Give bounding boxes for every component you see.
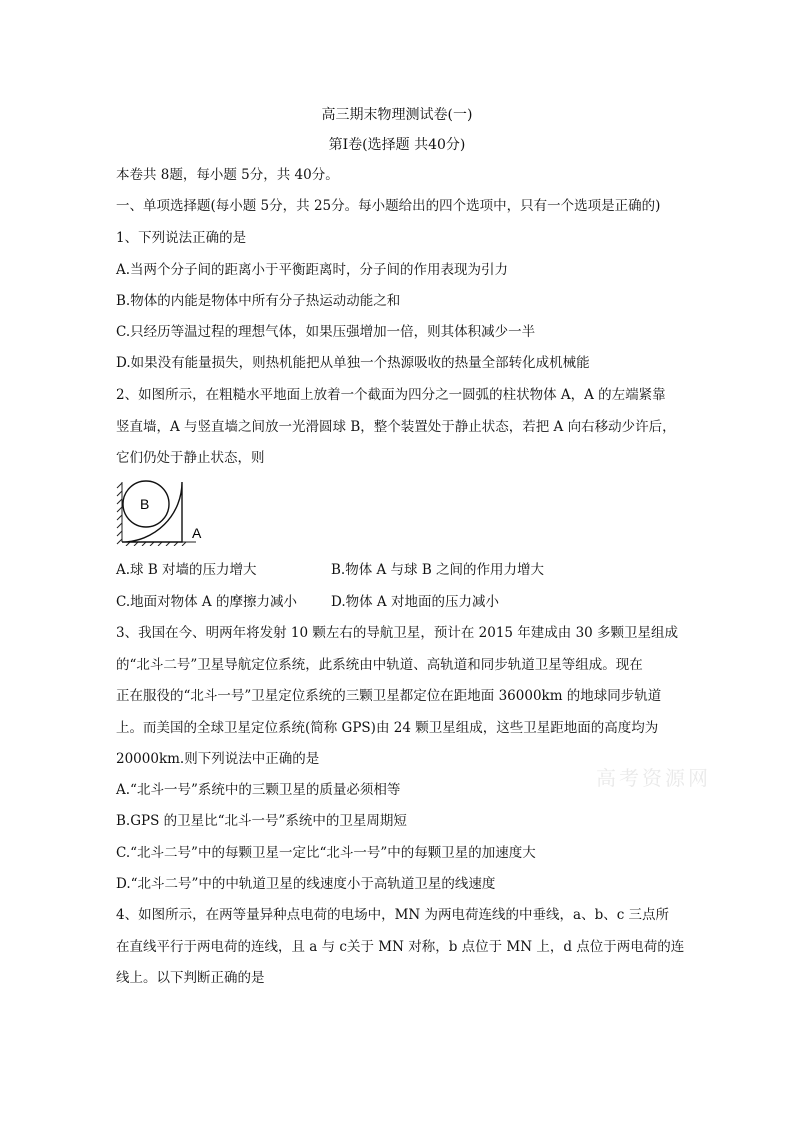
intro-text: 本卷共 8题，每小题 5分，共 40分。 — [116, 167, 339, 183]
wall-hatch — [117, 482, 196, 546]
watermark: 高考资源网 — [596, 766, 711, 790]
q3-stem-line2: 的“北斗二号”卫星导航定位系统，此系统由中轨道、高轨道和同步轨道卫星等组成。现在 — [116, 657, 643, 673]
q1-option-d: D.如果没有能量损失，则热机能把从单独一个热源吸收的热量全部转化成机械能 — [116, 355, 590, 371]
q3-option-d: D.“北斗二号”中的中轨道卫星的线速度小于高轨道卫星的线速度 — [116, 876, 496, 892]
q4-stem-line2: 在直线平行于两电荷的连线，且 a 与 c关于 MN 对称，b 点位于 MN 上，d 点位于两电荷的连 — [116, 939, 685, 955]
block-a — [122, 482, 182, 542]
q3-stem-line3: 正在服役的“北斗一号”卫星定位系统的三颗卫星都定位在距地面 36000km 的地球同步轨道 — [116, 688, 662, 704]
label-a: A — [192, 525, 202, 541]
q2-option-d: D.物体 A 对地面的压力减小 — [331, 594, 499, 610]
exam-title: 高三期末物理测试卷(一) — [321, 107, 473, 123]
q4-stem-line1: 4、如图所示，在两等量异种点电荷的电场中，MN 为两电荷连线的中垂线，a、b、c 三点所 — [116, 907, 670, 923]
label-b: B — [140, 496, 150, 512]
q2-option-c: C.地面对物体 A 的摩擦力减小 — [116, 594, 297, 610]
q3-stem-line4: 上。而美国的全球卫星定位系统(简称 GPS)由 24 颗卫星组成，这些卫星距地面的高度均为 — [116, 720, 659, 736]
q3-option-c: C.“北斗二号”中的每颗卫星一定比“北斗一号”中的每颗卫星的加速度大 — [116, 845, 536, 861]
q3-option-b: B.GPS 的卫星比“北斗一号”系统中的卫星周期短 — [116, 813, 407, 829]
q2-stem-line3: 它们仍处于静止状态，则 — [116, 450, 265, 466]
q2-figure — [116, 480, 216, 546]
q3-stem-line1: 3、我国在今、明两年将发射 10 颗左右的导航卫星，预计在 2015 年建成由 30 多颗卫星组成 — [116, 625, 679, 641]
q1-option-b: B.物体的内能是物体中所有分子热运动动能之和 — [116, 293, 401, 309]
q1-stem: 1、下列说法正确的是 — [116, 230, 247, 246]
section-heading: 第Ⅰ卷(选择题 共40分) — [328, 137, 466, 153]
q1-option-c: C.只经历等温过程的理想气体，如果压强增加一倍，则其体积减少一半 — [116, 324, 536, 340]
q3-option-a: A.“北斗一号”系统中的三颗卫星的质量必须相等 — [116, 782, 401, 798]
q2-stem-line2: 竖直墙，A 与竖直墙之间放一光滑圆球 B，整个装置处于静止状态，若把 A 向右移动少许后， — [116, 419, 676, 435]
q3-stem-line5: 20000km.则下列说法中正确的是 — [116, 751, 320, 767]
q2-option-a: A.球 B 对墙的压力增大 — [116, 562, 257, 578]
q2-stem-line1: 2、如图所示，在粗糙水平地面上放着一个截面为四分之一圆弧的柱状物体 A，A 的左端紧靠 — [116, 387, 666, 403]
section-instructions: 一、单项选择题(每小题 5分，共 25分。每小题给出的四个选项中，只有一个选项是正确的) — [116, 198, 661, 214]
q4-stem-line3: 线上。以下判断正确的是 — [116, 970, 265, 986]
q1-option-a: A.当两个分子间的距离小于平衡距离时，分子间的作用表现为引力 — [116, 262, 509, 278]
q2-option-b: B.物体 A 与球 B 之间的作用力增大 — [331, 562, 545, 578]
